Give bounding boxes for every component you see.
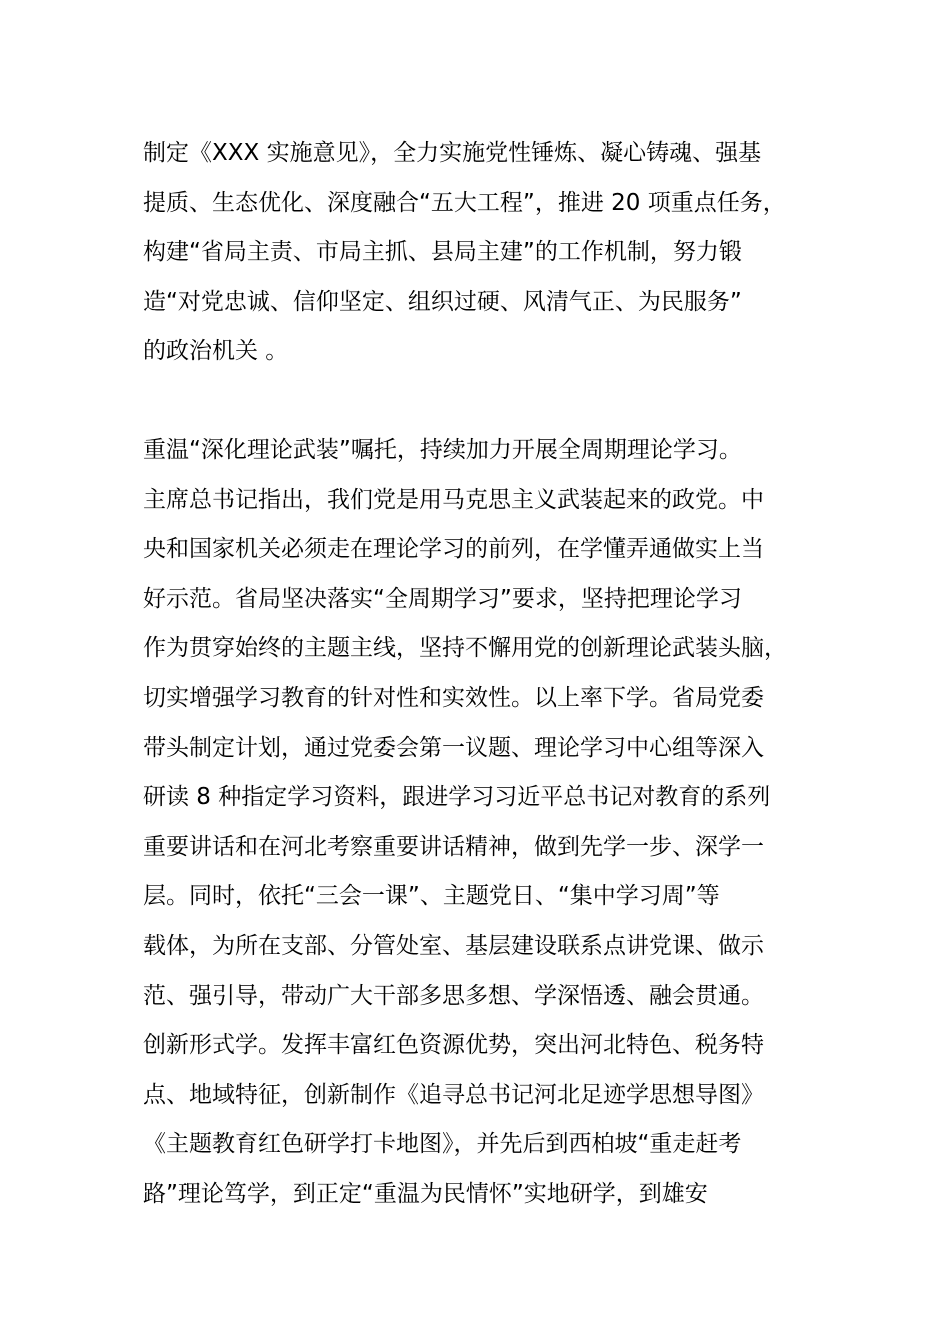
text-line: 好示范。省局坚决落实“全周期学习”要求，坚持把理论学习 — [143, 585, 742, 612]
text-line: 范、强引导，带动广大干部多思多想、学深悟透、融会贯通。 — [143, 982, 764, 1009]
text-line: 层。同时，依托“三会一课”、主题党日、“集中学习周”等 — [143, 883, 720, 910]
text-line: 《主题教育红色研学打卡地图》，并先后到西柏坡“重走赶考 — [143, 1131, 742, 1158]
text-line: 载体，为所在支部、分管处室、基层建设联系点讲党课、做示 — [143, 932, 764, 959]
text-line: 央和国家机关必须走在理论学习的前列，在学懂弄通做实上当 — [143, 536, 764, 563]
text-line: 制定《XXX 实施意见》，全力实施党性锤炼、凝心铸魂、强基 — [143, 140, 762, 166]
paragraph-1 — [143, 129, 833, 377]
text-line: 点、地域特征，创新制作《追寻总书记河北足迹学思想导图》 — [143, 1081, 764, 1108]
paragraph-2 — [143, 426, 833, 1220]
text-line: 造“对党忠诚、信仰坚定、组织过硬、风清气正、为民服务” — [143, 288, 742, 315]
text-line: 的政治机关 。 — [143, 338, 289, 365]
text-line: 重要讲话和在河北考察重要讲话精神，做到先学一步、深学一 — [143, 833, 764, 860]
text-line: 创新形式学。发挥丰富红色资源优势，突出河北特色、税务特 — [143, 1032, 764, 1059]
text-line: 研读 8 种指定学习资料，跟进学习习近平总书记对教育的系列 — [143, 784, 771, 811]
text-line: 切实增强学习教育的针对性和实效性。以上率下学。省局党委 — [143, 684, 764, 711]
text-line: 作为贯穿始终的主题主线，坚持不懈用党的创新理论武装头脑， — [143, 635, 787, 662]
text-line: 构建“省局主责、市局主抓、县局主建”的工作机制，努力锻 — [143, 239, 742, 266]
text-line: 重温“深化理论武装”嘱托，持续加力开展全周期理论学习。 — [143, 437, 742, 463]
text-line: 带头制定计划，通过党委会第一议题、理论学习中心组等深入 — [143, 734, 764, 761]
text-line: 主席总书记指出，我们党是用马克思主义武装起来的政党。中 — [143, 486, 764, 513]
text-line: 路”理论笃学，到正定“重温为民情怀”实地研学，到雄安 — [143, 1180, 708, 1207]
text-line: 提质、生态优化、深度融合“五大工程”，推进 20 项重点任务， — [143, 189, 786, 216]
